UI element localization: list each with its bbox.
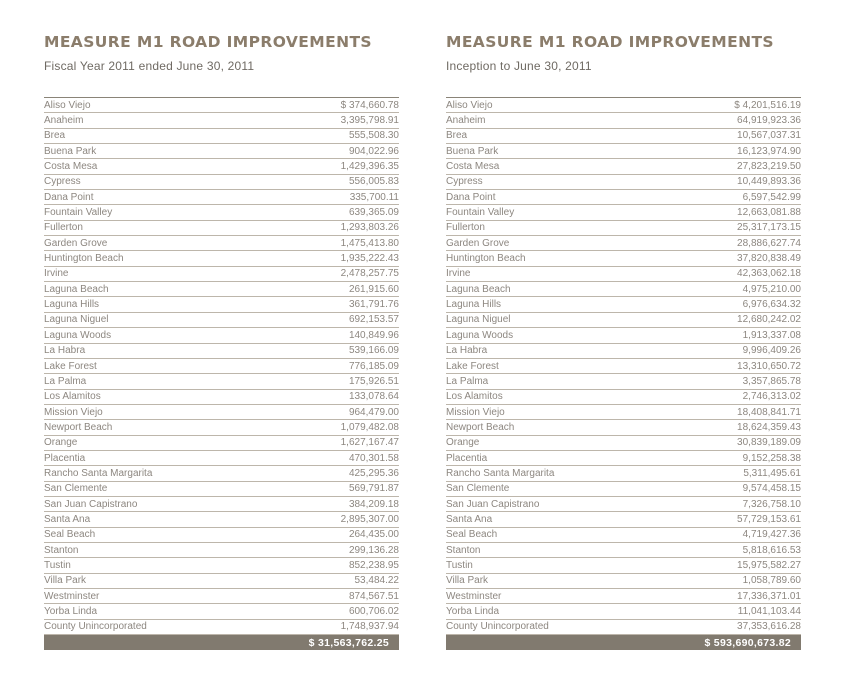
table-row bbox=[446, 98, 801, 113]
city-name: Huntington Beach bbox=[446, 253, 526, 265]
amount-value: 600,706.02 bbox=[348, 606, 399, 618]
table-row bbox=[446, 528, 801, 543]
allocation-table bbox=[44, 97, 399, 650]
city-name: La Habra bbox=[44, 345, 86, 357]
amount-value: 3,395,798.91 bbox=[340, 115, 399, 127]
table-row bbox=[44, 420, 399, 435]
city-name: San Juan Capistrano bbox=[44, 498, 138, 510]
table-row bbox=[446, 512, 801, 527]
table-row bbox=[44, 129, 399, 144]
amount-value: 37,353,616.28 bbox=[737, 621, 801, 633]
table-row bbox=[446, 359, 801, 374]
amount-value: 15,975,582.27 bbox=[737, 559, 801, 571]
amount-value: 25,317,173.15 bbox=[737, 222, 801, 234]
table-row bbox=[44, 574, 399, 589]
city-name: Buena Park bbox=[446, 145, 499, 157]
city-name: Stanton bbox=[446, 544, 481, 556]
city-name: Laguna Hills bbox=[446, 299, 502, 311]
amount-value: $ 374,660.78 bbox=[340, 99, 399, 111]
table-row bbox=[44, 405, 399, 420]
city-name: Anaheim bbox=[446, 115, 486, 127]
table-row bbox=[446, 190, 801, 205]
amount-value: 384,209.18 bbox=[348, 498, 399, 510]
table-row bbox=[446, 205, 801, 220]
table-row bbox=[44, 236, 399, 251]
city-name: Newport Beach bbox=[44, 421, 113, 433]
amount-value: 17,336,371.01 bbox=[737, 590, 801, 602]
table-row bbox=[44, 466, 399, 481]
amount-value: 4,975,210.00 bbox=[742, 283, 801, 295]
table-row bbox=[44, 451, 399, 466]
amount-value: 9,574,458.15 bbox=[742, 483, 801, 495]
city-name: Laguna Hills bbox=[44, 299, 100, 311]
city-name: San Juan Capistrano bbox=[446, 498, 540, 510]
city-name: Placentia bbox=[446, 452, 488, 464]
table-row bbox=[446, 328, 801, 343]
table-row bbox=[44, 175, 399, 190]
table-row bbox=[446, 558, 801, 573]
table-row bbox=[44, 604, 399, 619]
table-row bbox=[446, 390, 801, 405]
table-row bbox=[44, 497, 399, 512]
panel-subtitle: Inception to June 30, 2011 bbox=[446, 59, 592, 73]
table-row bbox=[446, 436, 801, 451]
total-row bbox=[44, 635, 399, 650]
city-name: Newport Beach bbox=[446, 421, 515, 433]
table-row bbox=[44, 221, 399, 236]
table-row bbox=[44, 282, 399, 297]
city-name: Fullerton bbox=[446, 222, 485, 234]
panel-title: MEASURE M1 ROAD IMPROVEMENTS bbox=[44, 33, 372, 51]
city-name: La Palma bbox=[44, 375, 87, 387]
city-name: Garden Grove bbox=[44, 237, 108, 249]
allocation-table bbox=[446, 97, 801, 650]
city-name: Seal Beach bbox=[446, 529, 498, 541]
table-row bbox=[44, 98, 399, 113]
city-name: Mission Viejo bbox=[446, 406, 505, 418]
panel-subtitle: Fiscal Year 2011 ended June 30, 2011 bbox=[44, 59, 255, 73]
table-row bbox=[44, 328, 399, 343]
amount-value: 555,508.30 bbox=[348, 130, 399, 142]
city-name: Santa Ana bbox=[44, 513, 91, 525]
table-row bbox=[44, 482, 399, 497]
amount-value: 133,078.64 bbox=[348, 391, 399, 403]
city-name: Buena Park bbox=[44, 145, 97, 157]
table-row bbox=[44, 159, 399, 174]
table-row bbox=[446, 297, 801, 312]
table-row bbox=[446, 175, 801, 190]
amount-value: 18,408,841.71 bbox=[737, 406, 801, 418]
city-name: Brea bbox=[446, 130, 468, 142]
city-name: Laguna Beach bbox=[44, 283, 109, 295]
amount-value: $ 4,201,516.19 bbox=[734, 99, 801, 111]
amount-value: 874,567.51 bbox=[348, 590, 399, 602]
city-name: Cypress bbox=[446, 176, 483, 188]
amount-value: 10,449,893.36 bbox=[737, 176, 801, 188]
table-row bbox=[44, 144, 399, 159]
city-name: Stanton bbox=[44, 544, 79, 556]
amount-value: 261,915.60 bbox=[348, 283, 399, 295]
amount-value: 1,748,937.94 bbox=[340, 621, 399, 633]
table-row bbox=[44, 113, 399, 128]
table-row bbox=[44, 267, 399, 282]
amount-value: 964,479.00 bbox=[348, 406, 399, 418]
city-name: Fullerton bbox=[44, 222, 83, 234]
amount-value: 1,913,337.08 bbox=[742, 329, 801, 341]
city-name: Dana Point bbox=[446, 191, 496, 203]
city-name: Placentia bbox=[44, 452, 86, 464]
amount-value: 4,719,427.36 bbox=[742, 529, 801, 541]
city-name: Rancho Santa Margarita bbox=[44, 467, 153, 479]
amount-value: 37,820,838.49 bbox=[737, 253, 801, 265]
amount-value: 1,429,396.35 bbox=[340, 161, 399, 173]
table-row bbox=[44, 558, 399, 573]
amount-value: 264,435.00 bbox=[348, 529, 399, 541]
table-row bbox=[446, 267, 801, 282]
amount-value: 425,295.36 bbox=[348, 467, 399, 479]
table-row bbox=[446, 497, 801, 512]
city-name: Rancho Santa Margarita bbox=[446, 467, 555, 479]
amount-value: 42,363,062.18 bbox=[737, 268, 801, 280]
amount-value: 57,729,153.61 bbox=[737, 513, 801, 525]
table-row bbox=[44, 313, 399, 328]
city-name: Lake Forest bbox=[44, 360, 97, 372]
city-name: Laguna Woods bbox=[446, 329, 514, 341]
table-row bbox=[446, 482, 801, 497]
amount-value: 3,357,865.78 bbox=[742, 375, 801, 387]
city-name: Anaheim bbox=[44, 115, 84, 127]
table-row bbox=[446, 543, 801, 558]
table-row bbox=[446, 344, 801, 359]
table-row bbox=[446, 144, 801, 159]
city-name: Tustin bbox=[446, 559, 473, 571]
table-row bbox=[446, 374, 801, 389]
city-name: Cypress bbox=[44, 176, 81, 188]
amount-value: 10,567,037.31 bbox=[737, 130, 801, 142]
city-name: Yorba Linda bbox=[44, 606, 98, 618]
amount-value: 470,301.58 bbox=[348, 452, 399, 464]
amount-value: 1,079,482.08 bbox=[340, 421, 399, 433]
amount-value: 7,326,758.10 bbox=[742, 498, 801, 510]
city-name: Seal Beach bbox=[44, 529, 96, 541]
city-name: County Unincorporated bbox=[446, 621, 549, 633]
amount-value: 776,185.09 bbox=[348, 360, 399, 372]
table-row bbox=[446, 420, 801, 435]
amount-value: 27,823,219.50 bbox=[737, 161, 801, 173]
amount-value: 6,597,542.99 bbox=[742, 191, 801, 203]
table-row bbox=[446, 129, 801, 144]
city-name: Westminster bbox=[44, 590, 100, 602]
city-name: Brea bbox=[44, 130, 66, 142]
amount-value: 28,886,627.74 bbox=[737, 237, 801, 249]
panel-title: MEASURE M1 ROAD IMPROVEMENTS bbox=[446, 33, 774, 51]
city-name: La Habra bbox=[446, 345, 488, 357]
table-row bbox=[44, 512, 399, 527]
city-name: Laguna Woods bbox=[44, 329, 112, 341]
table-row bbox=[446, 451, 801, 466]
amount-value: 13,310,650.72 bbox=[737, 360, 801, 372]
amount-value: 11,041,103.44 bbox=[737, 606, 801, 618]
amount-value: 9,996,409.26 bbox=[742, 345, 801, 357]
amount-value: 2,746,313.02 bbox=[742, 391, 801, 403]
table-row bbox=[44, 190, 399, 205]
table-row bbox=[44, 436, 399, 451]
city-name: Yorba Linda bbox=[446, 606, 500, 618]
city-name: Garden Grove bbox=[446, 237, 510, 249]
table-row bbox=[446, 159, 801, 174]
city-name: County Unincorporated bbox=[44, 621, 147, 633]
table-row bbox=[446, 221, 801, 236]
table-row bbox=[44, 390, 399, 405]
amount-value: 556,005.83 bbox=[348, 176, 399, 188]
city-name: Tustin bbox=[44, 559, 71, 571]
table-row bbox=[446, 251, 801, 266]
city-name: Laguna Beach bbox=[446, 283, 511, 295]
amount-value: 6,976,634.32 bbox=[742, 299, 801, 311]
city-name: Costa Mesa bbox=[44, 161, 98, 173]
table-row bbox=[446, 282, 801, 297]
city-name: Westminster bbox=[446, 590, 502, 602]
city-name: Fountain Valley bbox=[446, 207, 515, 219]
amount-value: 5,818,616.53 bbox=[742, 544, 801, 556]
amount-value: 904,022.96 bbox=[348, 145, 399, 157]
amount-value: 1,058,789.60 bbox=[742, 575, 801, 587]
amount-value: 16,123,974.90 bbox=[737, 145, 801, 157]
city-name: Villa Park bbox=[446, 575, 489, 587]
amount-value: 335,700.11 bbox=[349, 191, 399, 203]
city-name: Orange bbox=[446, 437, 480, 449]
amount-value: 18,624,359.43 bbox=[737, 421, 801, 433]
table-row bbox=[44, 359, 399, 374]
amount-value: 1,935,222.43 bbox=[340, 253, 399, 265]
table-row bbox=[446, 604, 801, 619]
city-name: Aliso Viejo bbox=[44, 99, 91, 111]
amount-value: 9,152,258.38 bbox=[742, 452, 801, 464]
amount-value: 2,895,307.00 bbox=[340, 513, 399, 525]
table-row bbox=[44, 620, 399, 635]
amount-value: 539,166.09 bbox=[348, 345, 399, 357]
table-row bbox=[446, 620, 801, 635]
city-name: Mission Viejo bbox=[44, 406, 103, 418]
city-name: Lake Forest bbox=[446, 360, 499, 372]
table-row bbox=[44, 543, 399, 558]
city-name: Irvine bbox=[44, 268, 69, 280]
table-row bbox=[44, 251, 399, 266]
amount-value: 2,478,257.75 bbox=[340, 268, 399, 280]
amount-value: 175,926.51 bbox=[348, 375, 399, 387]
table-row bbox=[446, 589, 801, 604]
table-row bbox=[446, 574, 801, 589]
amount-value: 53,484.22 bbox=[354, 575, 399, 587]
city-name: La Palma bbox=[446, 375, 489, 387]
table-row bbox=[44, 205, 399, 220]
city-name: Huntington Beach bbox=[44, 253, 124, 265]
amount-value: 569,791.87 bbox=[348, 483, 399, 495]
amount-value: 639,365.09 bbox=[348, 207, 399, 219]
table-row bbox=[446, 466, 801, 481]
city-name: Irvine bbox=[446, 268, 471, 280]
amount-value: 5,311,495.61 bbox=[743, 467, 801, 479]
amount-value: 30,839,189.09 bbox=[737, 437, 801, 449]
table-row bbox=[446, 405, 801, 420]
city-name: Laguna Niguel bbox=[44, 314, 109, 326]
total-value: $ 593,690,673.82 bbox=[704, 636, 791, 649]
city-name: Los Alamitos bbox=[446, 391, 503, 403]
amount-value: 1,293,803.26 bbox=[340, 222, 399, 234]
city-name: Fountain Valley bbox=[44, 207, 113, 219]
table-row bbox=[44, 344, 399, 359]
amount-value: 692,153.57 bbox=[348, 314, 399, 326]
table-row bbox=[44, 297, 399, 312]
table-row bbox=[44, 589, 399, 604]
table-row bbox=[44, 528, 399, 543]
city-name: Costa Mesa bbox=[446, 161, 500, 173]
amount-value: 1,627,167.47 bbox=[340, 437, 399, 449]
table-row bbox=[446, 313, 801, 328]
table-row bbox=[446, 113, 801, 128]
amount-value: 361,791.76 bbox=[348, 299, 399, 311]
amount-value: 12,680,242.02 bbox=[737, 314, 801, 326]
city-name: Los Alamitos bbox=[44, 391, 101, 403]
amount-value: 852,238.95 bbox=[348, 559, 399, 571]
amount-value: 12,663,081.88 bbox=[737, 207, 801, 219]
city-name: Santa Ana bbox=[446, 513, 493, 525]
table-row bbox=[44, 374, 399, 389]
city-name: Aliso Viejo bbox=[446, 99, 493, 111]
amount-value: 64,919,923.36 bbox=[737, 115, 801, 127]
amount-value: 140,849.96 bbox=[348, 329, 399, 341]
amount-value: 1,475,413.80 bbox=[340, 237, 399, 249]
city-name: San Clemente bbox=[446, 483, 510, 495]
city-name: Dana Point bbox=[44, 191, 94, 203]
total-row bbox=[446, 635, 801, 650]
city-name: Villa Park bbox=[44, 575, 87, 587]
city-name: Orange bbox=[44, 437, 78, 449]
total-value: $ 31,563,762.25 bbox=[308, 636, 389, 649]
city-name: Laguna Niguel bbox=[446, 314, 511, 326]
city-name: San Clemente bbox=[44, 483, 108, 495]
table-row bbox=[446, 236, 801, 251]
amount-value: 299,136.28 bbox=[348, 544, 399, 556]
